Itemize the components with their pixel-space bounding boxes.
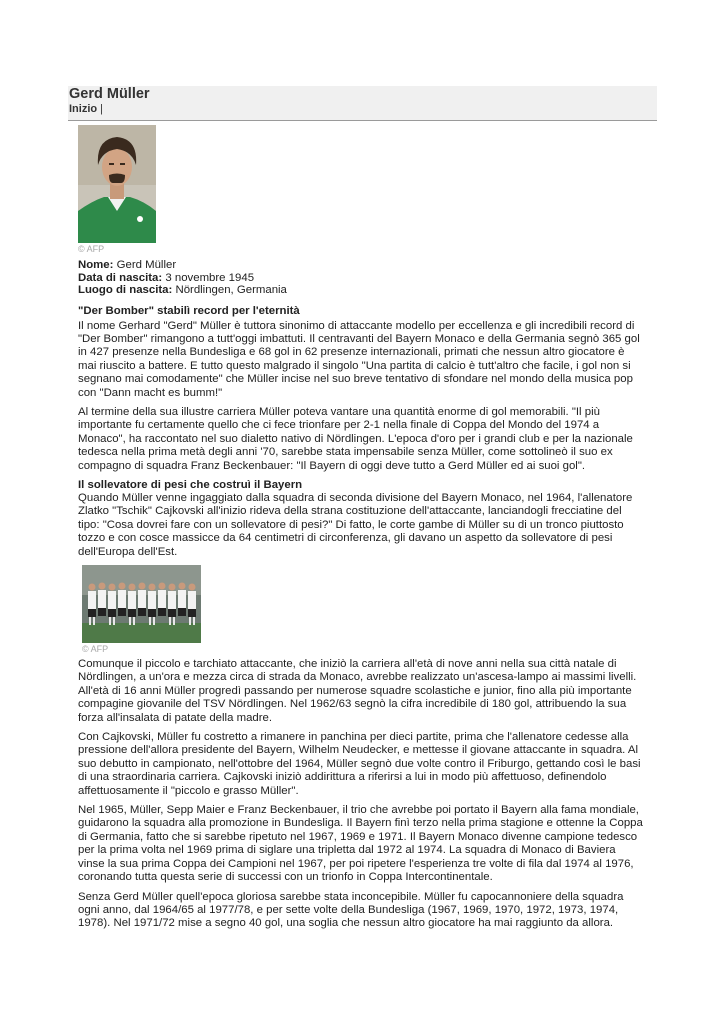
profile-birth-row xyxy=(78,272,644,285)
section-heading: Il sollevatore di pesi che costruì il Bayern xyxy=(78,478,303,491)
paragraph: Al termine della sua illustre carriera Müller poteva vantare una quantità enorme di gol memorabili. "Il più importante fu certamente quello che ci fece trionfare per 2-1 nella finale di Coppa del Mondo del 1974 a Monaco", ha raccontato nel suo dialetto nativo di Nördlingen. L'epoca d'oro per i grandi club e per la nazionale tedesca nella prima metà degli anni '70, sarebbe stata impensabile senza Müller, come sottolineò il suo ex compagno di squadra Franz Beckenbauer: "Il Bayern di oggi deve tutto a Gerd Müller ed ai suoi gol". xyxy=(78,405,633,472)
paragraph: Senza Gerd Müller quell'epoca gloriosa sarebbe stata inconcepibile. Müller fu capocannoniere della squadra ogni anno, dal 1964/65 al 1977/78, e per sette volte della Bundesliga (1967, 1969, 1970, 1972, 1973, 1974, 1978). Nel 1971/72 mise a segno 40 gol, una soglia che nessun altro giocatore ha mai raggiunto da allora. xyxy=(78,890,624,930)
breadcrumb-separator: | xyxy=(97,103,104,115)
birth-date-label: Data di nascita: xyxy=(78,271,163,284)
profile-info xyxy=(78,259,644,297)
paragraph: Quando Müller venne ingaggiato dalla squadra di seconda divisione del Bayern Monaco, nel 1964, l'allenatore Zlatko "Tschik" Cajkovski all'inizio rideva della strana costituzione dell'attaccante, lanciandogli frecciatine del tipo: "Cosa dovrei fare con un sollevatore di pesi?" Di fatto, le corte gambe di Müller su di un tronco piuttosto tozzo e con cosce massicce da 64 centimetri di circonferenza, gli davano un aspetto da sollevatore di pesi dell'Europa dell'Est. xyxy=(78,491,633,558)
birth-place-label: Luogo di nascita: xyxy=(78,284,173,296)
breadcrumb-home-link[interactable]: Inizio xyxy=(69,103,98,115)
photo-credit: © AFP xyxy=(78,244,105,254)
team-photo xyxy=(82,565,201,643)
profile-name-row xyxy=(78,259,644,272)
paragraph: Con Cajkovski, Müller fu costretto a rimanere in panchina per dieci partite, prima che l'allenatore cedesse alla pressione dell'allora presidente del Bayern, Wilhelm Neudecker, e mettesse il giovane attaccante in squadra. Al suo debutto in campionato, nell'ottobre del 1964, Müller segnò due volte contro il Friburgo, gettando così le basi di una straordinaria carriera. Cajkovski iniziò addirittura a riferirsi a lui in modo più affettuoso, definendolo affettuosamente il "piccolo e grasso Müller". xyxy=(78,731,641,797)
page-header xyxy=(68,86,657,121)
breadcrumb xyxy=(69,103,103,115)
birth-place-value: Nördlingen, Germania xyxy=(172,284,287,296)
birth-date-value: 3 novembre 1945 xyxy=(162,271,255,284)
article xyxy=(78,125,644,937)
section-heading: "Der Bomber" stabilì record per l'eternità xyxy=(78,304,300,317)
name-value: Gerd Müller xyxy=(113,259,177,271)
paragraph: Nel 1965, Müller, Sepp Maier e Franz Beckenbauer, il trio che avrebbe poi portato il Bayern alla fama mondiale, guidarono la squadra alla promozione in Bundesliga. Il Bayern finì terzo nella prima stagione e ottenne la Coppa di Germania, fatto che si sarebbe ripetuto nel 1967, 1969 e 1971. Il Bayern Monaco divenne campione tedesco per la prima volta nel 1969 prima di siglare una tripletta dal 1972 al 1974. La squadra di Monaco di Baviera vinse la sua prima Coppa dei Campioni nel 1967, per poi ripetere l'esperienza tre volte di fila dal 1974 al 1976, coronando tutta questa serie di successi con un trionfo in Coppa Intercontinentale. xyxy=(78,804,643,884)
paragraph: Il nome Gerhard "Gerd" Müller è tuttora sinonimo di attaccante modello per eccellenza e gli incredibili record di "Der Bomber" rimangono a tutt'oggi imbattuti. Il centravanti del Bayern Monaco e della Germania segnò 365 gol in 427 presenze nella Bundesliga e 68 gol in 62 presenze internazionali, primati che nessun altro giocatore è mai riuscito a battere. E tutto questo malgrado il singolo "Una partita di calcio è tutt'altro che facile, i gol non si segnano mai comodamente" che Müller incise nel suo breve tentativo di sfondare nel mondo della musica pop con "Dann macht es bumm!" xyxy=(78,319,640,399)
profile-place-row xyxy=(78,284,644,297)
photo-credit: © AFP xyxy=(82,644,109,654)
page-title: Gerd Müller xyxy=(69,86,150,102)
name-label: Nome: xyxy=(78,259,114,271)
paragraph: Comunque il piccolo e tarchiato attaccante, che iniziò la carriera all'età di nove anni nella sua città natale di Nördlingen, a un'ora e mezza circa di strada da Monaco, avrebbe realizzato un'ascesa-lampo ai massimi livelli. All'età di 16 anni Müller progredì passando per numerose squadre scolastiche e junior, fino alla più importante compagine giovanile del TSV Nördlingen. Nel 1962/63 segnò la cifra incredibile di 180 gol, attribuendo la sua forza all'insalata di patate della madre. xyxy=(78,658,637,724)
portrait-photo xyxy=(78,125,156,243)
